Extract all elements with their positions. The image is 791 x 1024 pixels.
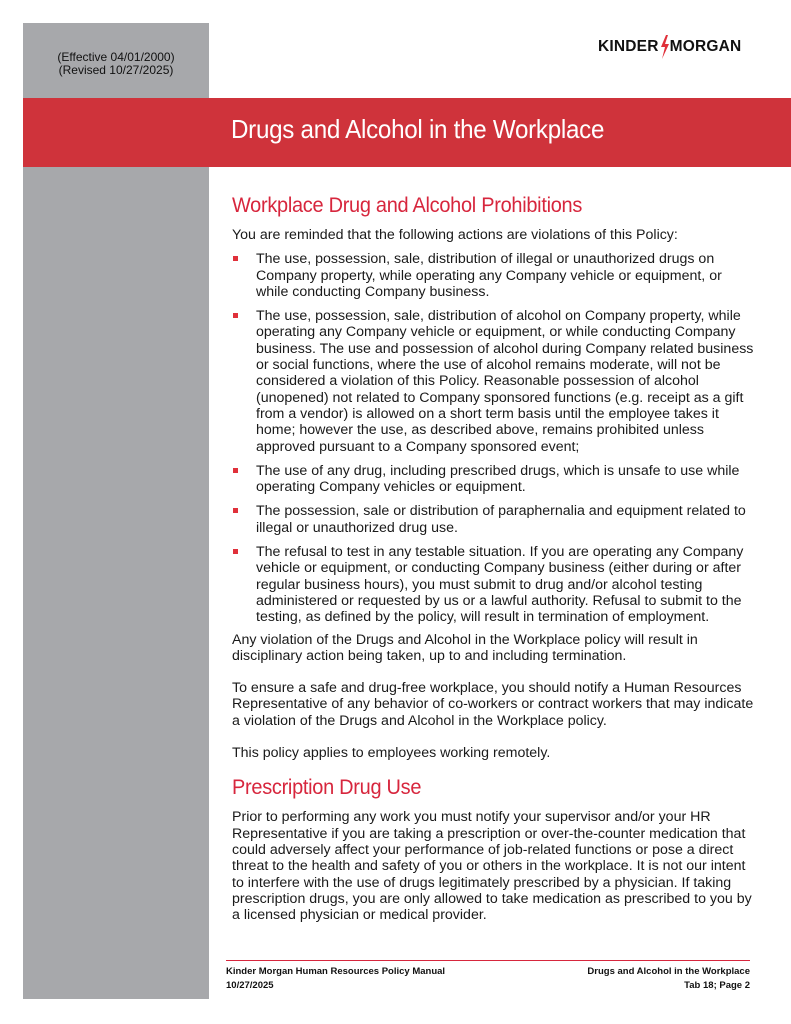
body-paragraph: Prior to performing any work you must notify your supervisor and/or your HR Representative if you are taking a prescription or over-the-counter medication that could adversely affect your performance of job-related functions or pose a direct threat to the health and safety of you or others in the workplace. It is not our intent to interfere with the use of drugs legitimately prescribed by a physician. If taking prescription drugs, you are only allowed to take medication as prescribed to you by a licensed physician or medical provider.: [232, 809, 752, 924]
list-item: The use, possession, sale, distribution of alcohol on Company property, while operating any Company vehicle or equipment, or while conducting Company business. The use and possession of alcohol during Company related business or social functions, where the use of alcohol remains moderate, will not be considered a violation of this Policy. Reasonable possession of alcohol (unopened) not related to Company sponsored functions (e.g. receipt as a gift from a vendor) is allowed on a short term basis until the employee takes it home; however the use, as described above, remains prohibited unless approved pursuant to a Company sponsored event;: [232, 308, 757, 455]
prohibitions-section: [232, 193, 757, 761]
footer-divider: [226, 960, 750, 961]
bullet-icon: [233, 313, 238, 318]
section-intro: You are reminded that the following actions are violations of this Policy:: [232, 227, 678, 243]
page-title: Drugs and Alcohol in the Workplace: [231, 114, 605, 144]
prescription-section: [232, 775, 757, 923]
bullet-icon: [233, 508, 238, 513]
body-paragraph: This policy applies to employees working remotely.: [232, 745, 551, 762]
list-item: The use of any drug, including prescribed drugs, which is unsafe to use while operating Company vehicles or equipment.: [232, 463, 757, 496]
list-item: The possession, sale or distribution of paraphernalia and equipment related to illegal or unauthorized drug use.: [232, 503, 757, 536]
company-logo: [598, 36, 741, 58]
bullet-icon: [233, 549, 238, 554]
footer-page-number: Tab 18; Page 2: [684, 980, 750, 991]
footer-section-title: Drugs and Alcohol in the Workplace: [587, 966, 750, 977]
body-paragraph: Any violation of the Drugs and Alcohol in the Workplace policy will result in disciplinary action being taken, up to and including termination.: [232, 631, 698, 664]
list-item: The refusal to test in any testable situation. If you are operating any Company vehicle or equipment, or conducting Company business (either during or after regular business hours), you must submit to drug and/or alcohol testing administered or requested by us or a lawful authority. Refusal to submit to the testing, as defined by the policy, will result in termination of employment.: [232, 544, 757, 625]
policy-dates: [23, 51, 209, 77]
lightning-bolt-icon: [660, 35, 670, 59]
section-heading: Workplace Drug and Alcohol Prohibitions: [232, 194, 583, 217]
page-footer: [226, 965, 750, 993]
bullet-icon: [233, 256, 238, 261]
violations-list: [232, 251, 757, 625]
section-heading: Prescription Drug Use: [232, 776, 422, 800]
list-item: The use, possession, sale, distribution of illegal or unauthorized drugs on Company property, while operating any Company vehicle or equipment, or while conducting Company business.: [232, 251, 757, 300]
sidebar-panel: [23, 23, 209, 999]
footer-date: 10/27/2025: [226, 980, 274, 991]
body-paragraph: To ensure a safe and drug-free workplace, you should notify a Human Resources Representative of any behavior of co-workers or contract workers that may indicate a violation of the Drugs and Alcohol in the Workplace policy.: [232, 680, 754, 729]
footer-manual-title: Kinder Morgan Human Resources Policy Manual: [226, 966, 446, 977]
logo-text-right: MORGAN: [669, 38, 742, 55]
bullet-icon: [233, 468, 238, 473]
logo-text-left: KINDER: [598, 38, 659, 55]
document-body: [232, 193, 757, 931]
effective-date: (Effective 04/01/2000): [57, 50, 175, 64]
revised-date: (Revised 10/27/2025): [58, 63, 174, 77]
